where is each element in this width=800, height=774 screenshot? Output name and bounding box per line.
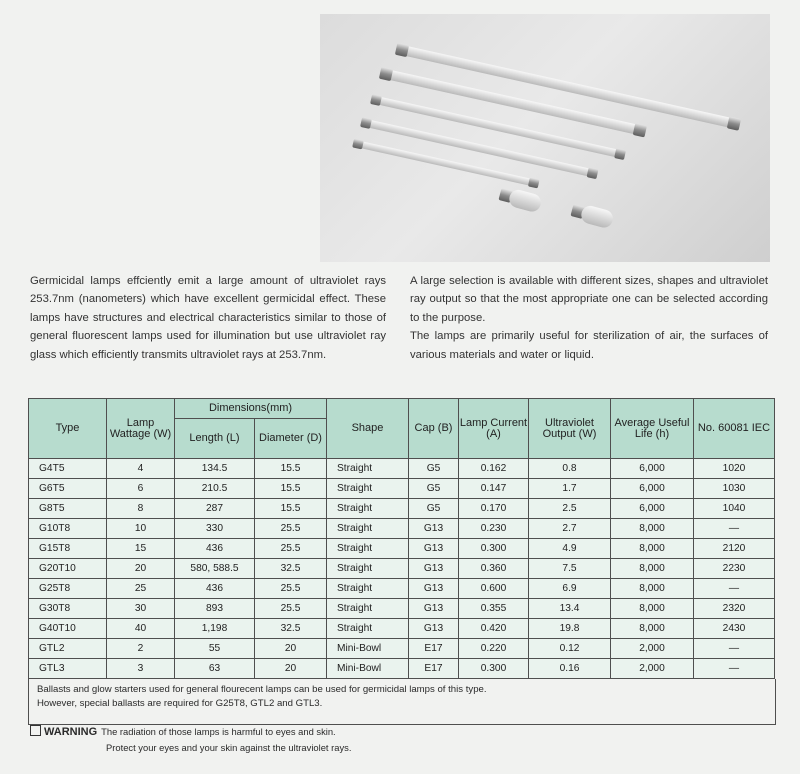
intro-paragraph: The lamps are primarily useful for sterilization of air, the surfaces of various materials and water or liquid. (410, 330, 768, 361)
cell-type: GTL2 (29, 639, 107, 659)
cell-iec: 2320 (694, 599, 775, 619)
cell-type: G25T8 (29, 579, 107, 599)
table-row (29, 459, 775, 479)
cell-wattage: 4 (107, 459, 175, 479)
header-dimensions: Dimensions(mm) (175, 399, 327, 419)
cell-wattage: 10 (107, 519, 175, 539)
cell-type: G6T5 (29, 479, 107, 499)
cell-diameter: 25.5 (255, 539, 327, 559)
header-current: Lamp Current (A) (459, 399, 529, 459)
cell-useful-life: 8,000 (611, 579, 694, 599)
header-type: Type (29, 399, 107, 459)
cell-useful-life: 2,000 (611, 659, 694, 679)
cell-uv-output: 0.16 (529, 659, 611, 679)
cell-uv-output: 19.8 (529, 619, 611, 639)
cell-shape: Straight (327, 459, 409, 479)
cell-length: 436 (175, 579, 255, 599)
cell-length: 63 (175, 659, 255, 679)
header-cap: Cap (B) (409, 399, 459, 459)
cell-shape: Straight (327, 539, 409, 559)
checkbox-icon (30, 725, 41, 736)
cell-shape: Straight (327, 599, 409, 619)
cell-wattage: 25 (107, 579, 175, 599)
cell-shape: Straight (327, 499, 409, 519)
cell-diameter: 20 (255, 659, 327, 679)
cell-iec: — (694, 659, 775, 679)
cell-iec: — (694, 519, 775, 539)
cell-iec: 1030 (694, 479, 775, 499)
cell-uv-output: 6.9 (529, 579, 611, 599)
cell-diameter: 25.5 (255, 519, 327, 539)
cell-diameter: 25.5 (255, 579, 327, 599)
lamps-photo (320, 14, 770, 262)
cell-uv-output: 1.7 (529, 479, 611, 499)
cell-useful-life: 8,000 (611, 519, 694, 539)
cell-diameter: 15.5 (255, 459, 327, 479)
warning-block (30, 724, 351, 755)
header-shape: Shape (327, 399, 409, 459)
table-row (29, 479, 775, 499)
cell-wattage: 15 (107, 539, 175, 559)
cell-type: G20T10 (29, 559, 107, 579)
cell-iec: 2430 (694, 619, 775, 639)
cell-current: 0.420 (459, 619, 529, 639)
cell-iec: — (694, 579, 775, 599)
cell-useful-life: 6,000 (611, 479, 694, 499)
ballast-notes (28, 679, 776, 725)
table-row (29, 519, 775, 539)
cell-wattage: 20 (107, 559, 175, 579)
cell-shape: Straight (327, 559, 409, 579)
cell-useful-life: 8,000 (611, 599, 694, 619)
cell-uv-output: 0.12 (529, 639, 611, 659)
cell-diameter: 15.5 (255, 499, 327, 519)
table-row (29, 659, 775, 679)
cell-cap: E17 (409, 659, 459, 679)
cell-current: 0.300 (459, 539, 529, 559)
cell-iec: 1020 (694, 459, 775, 479)
lamp-tube (352, 139, 539, 189)
intro-paragraph: A large selection is available with different sizes, shapes and ultraviolet ray output so that the most appropriate one can be selected according to the purpose. (410, 275, 768, 324)
cell-current: 0.162 (459, 459, 529, 479)
cell-length: 893 (175, 599, 255, 619)
cell-type: G10T8 (29, 519, 107, 539)
cell-shape: Straight (327, 519, 409, 539)
cell-length: 1,198 (175, 619, 255, 639)
mini-bowl-lamp (498, 185, 543, 213)
cell-current: 0.170 (459, 499, 529, 519)
cell-type: G4T5 (29, 459, 107, 479)
mini-bowl-lamp (570, 201, 615, 229)
cell-wattage: 8 (107, 499, 175, 519)
cell-iec: — (694, 639, 775, 659)
table-row (29, 499, 775, 519)
cell-diameter: 32.5 (255, 559, 327, 579)
cell-cap: G13 (409, 599, 459, 619)
table-row (29, 539, 775, 559)
intro-right-column (410, 272, 768, 364)
cell-current: 0.147 (459, 479, 529, 499)
cell-diameter: 20 (255, 639, 327, 659)
cell-cap: G5 (409, 459, 459, 479)
cell-length: 210.5 (175, 479, 255, 499)
header-diameter: Diameter (D) (255, 419, 327, 459)
cell-wattage: 30 (107, 599, 175, 619)
cell-iec: 2120 (694, 539, 775, 559)
cell-uv-output: 13.4 (529, 599, 611, 619)
cell-type: G40T10 (29, 619, 107, 639)
cell-length: 330 (175, 519, 255, 539)
intro-left-column (30, 272, 386, 364)
cell-iec: 2230 (694, 559, 775, 579)
cell-useful-life: 8,000 (611, 559, 694, 579)
cell-type: G15T8 (29, 539, 107, 559)
cell-current: 0.230 (459, 519, 529, 539)
note-line: However, special ballasts are required for G25T8, GTL2 and GTL3. (37, 698, 323, 709)
intro-paragraph: Germicidal lamps effciently emit a large amount of ultraviolet rays 253.7nm (nanometers) which have excellent germicidal effect. These lamps have structures and electrical characteristics similar to those of general fluorescent lamps used for illumination but use ultraviolet ray glass which efficiently transmits ultraviolet rays at 253.7nm. (30, 275, 386, 361)
table-row (29, 639, 775, 659)
cell-shape: Mini-Bowl (327, 659, 409, 679)
cell-length: 134.5 (175, 459, 255, 479)
cell-cap: G5 (409, 479, 459, 499)
header-iec: No. 60081 IEC (694, 399, 775, 459)
cell-length: 55 (175, 639, 255, 659)
header-uv-output: Ultraviolet Output (W) (529, 399, 611, 459)
table-row (29, 559, 775, 579)
warning-line: Protect your eyes and your skin against the ultraviolet rays. (106, 742, 352, 753)
cell-shape: Straight (327, 579, 409, 599)
cell-shape: Straight (327, 479, 409, 499)
cell-current: 0.360 (459, 559, 529, 579)
cell-shape: Straight (327, 619, 409, 639)
cell-length: 436 (175, 539, 255, 559)
cell-current: 0.300 (459, 659, 529, 679)
header-wattage: Lamp Wattage (W) (107, 399, 175, 459)
cell-cap: E17 (409, 639, 459, 659)
cell-type: G30T8 (29, 599, 107, 619)
cell-useful-life: 8,000 (611, 539, 694, 559)
cell-length: 580, 588.5 (175, 559, 255, 579)
cell-useful-life: 8,000 (611, 619, 694, 639)
cell-uv-output: 4.9 (529, 539, 611, 559)
cell-diameter: 32.5 (255, 619, 327, 639)
cell-uv-output: 7.5 (529, 559, 611, 579)
cell-diameter: 15.5 (255, 479, 327, 499)
cell-type: G8T5 (29, 499, 107, 519)
header-useful-life: Average Useful Life (h) (611, 399, 694, 459)
cell-wattage: 2 (107, 639, 175, 659)
cell-uv-output: 2.5 (529, 499, 611, 519)
cell-current: 0.600 (459, 579, 529, 599)
cell-diameter: 25.5 (255, 599, 327, 619)
cell-cap: G13 (409, 559, 459, 579)
table-row (29, 619, 775, 639)
cell-wattage: 6 (107, 479, 175, 499)
cell-useful-life: 6,000 (611, 459, 694, 479)
cell-iec: 1040 (694, 499, 775, 519)
cell-cap: G13 (409, 579, 459, 599)
cell-wattage: 40 (107, 619, 175, 639)
cell-current: 0.355 (459, 599, 529, 619)
cell-cap: G5 (409, 499, 459, 519)
cell-type: GTL3 (29, 659, 107, 679)
warning-label: WARNING (44, 726, 98, 738)
warning-line: The radiation of those lamps is harmful to eyes and skin. (101, 726, 336, 737)
table-row (29, 599, 775, 619)
table-row (29, 579, 775, 599)
cell-cap: G13 (409, 539, 459, 559)
germicidal-lamps-illustration (320, 14, 770, 262)
note-line: Ballasts and glow starters used for general flourecent lamps can be used for germicidal lamps of this type. (37, 684, 487, 695)
cell-uv-output: 2.7 (529, 519, 611, 539)
header-length: Length (L) (175, 419, 255, 459)
cell-useful-life: 2,000 (611, 639, 694, 659)
lamp-spec-table (28, 398, 775, 679)
cell-useful-life: 6,000 (611, 499, 694, 519)
cell-wattage: 3 (107, 659, 175, 679)
cell-shape: Mini-Bowl (327, 639, 409, 659)
cell-cap: G13 (409, 619, 459, 639)
cell-cap: G13 (409, 519, 459, 539)
cell-length: 287 (175, 499, 255, 519)
cell-uv-output: 0.8 (529, 459, 611, 479)
cell-current: 0.220 (459, 639, 529, 659)
